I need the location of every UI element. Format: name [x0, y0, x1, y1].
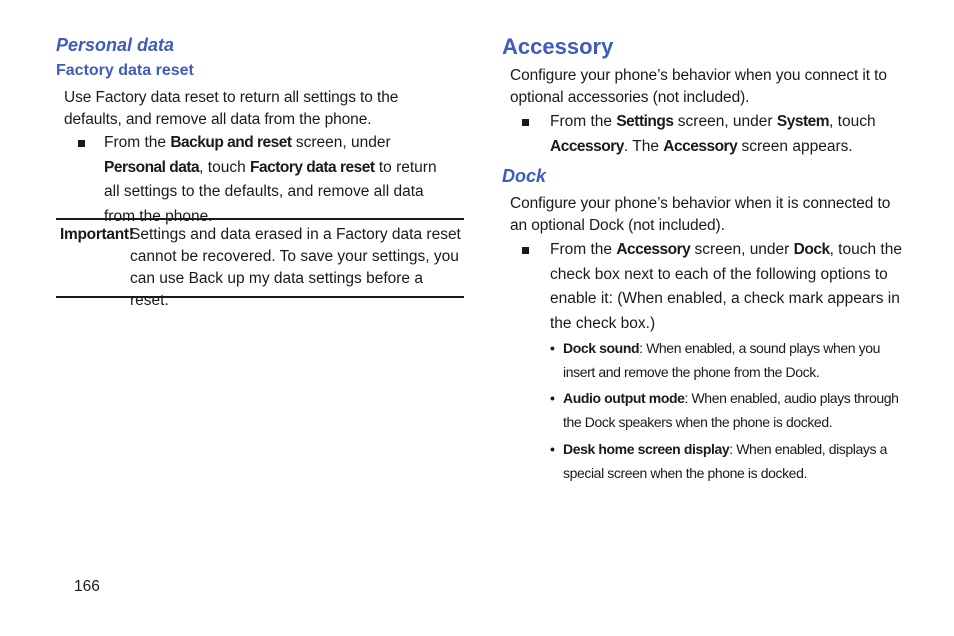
- factory-reset-bullet: [104, 131, 456, 229]
- option-name: Audio output mode: [563, 390, 685, 406]
- square-bullet-icon: [522, 119, 529, 126]
- bullet-text: to return all settings to the defaults, and remove all data from the phone.: [104, 158, 437, 225]
- bullet-text: , touch the check box next to each of the following options to enable it: (When enabled, a check mark appears in the check box.): [550, 241, 902, 332]
- important-top-rule: [56, 218, 464, 220]
- bullet-bold-backup-and-reset: Backup and reset: [170, 134, 292, 151]
- option-dock-sound: [550, 336, 911, 384]
- bullet-text: screen appears.: [737, 137, 853, 155]
- important-label: Important!: [60, 226, 134, 243]
- option-name: Desk home screen display: [563, 441, 730, 457]
- bullet-text: . The: [623, 137, 664, 155]
- option-desk-home-screen-display: [550, 437, 911, 485]
- factory-reset-intro: Use Factory data reset to return all settings to the defaults, and remove all data from the phone.: [64, 89, 399, 128]
- square-bullet-icon: [78, 140, 85, 147]
- important-bottom-rule: [56, 296, 464, 298]
- bullet-bold-settings: Settings: [616, 113, 674, 130]
- bullet-text: From the: [104, 134, 171, 151]
- bullet-bold-accessory: Accessory: [550, 137, 624, 155]
- bullet-text: From the: [550, 113, 617, 130]
- bullet-bold-personal-data: Personal data: [104, 158, 200, 176]
- bullet-text: , touch: [199, 158, 250, 176]
- option-description: : When enabled, displays a special screen when the phone is docked.: [563, 441, 887, 481]
- option-name: Dock sound: [563, 340, 640, 356]
- bullet-bold-factory-data-reset: Factory data reset: [250, 158, 375, 176]
- round-bullet-icon: •: [550, 390, 555, 406]
- square-bullet-icon: [522, 247, 529, 254]
- bullet-text: screen, under: [690, 241, 794, 258]
- page-number: 166: [74, 578, 100, 595]
- important-text: Settings and data erased in a Factory data reset cannot be recovered. To save your settings, you can use Back up my data settings before a reset.: [130, 226, 461, 309]
- option-description: : When enabled, a sound plays when you insert and remove the phone from the Dock.: [563, 340, 880, 380]
- accessory-intro: Configure your phone’s behavior when you connect it to optional accessories (not included).: [510, 67, 887, 106]
- bullet-text: screen, under: [291, 134, 391, 151]
- round-bullet-icon: •: [550, 340, 555, 356]
- bullet-bold-accessory: Accessory: [616, 241, 691, 258]
- section-title-dock: Dock: [502, 166, 547, 186]
- accessory-bullet: [550, 110, 910, 159]
- bullet-bold-accessory: Accessory: [663, 137, 738, 155]
- option-description: : When enabled, audio plays through the Dock speakers when the phone is docked.: [563, 390, 899, 430]
- bullet-text: From the: [550, 241, 617, 258]
- bullet-bold-system: System: [776, 113, 830, 130]
- dock-bullet: [550, 238, 912, 336]
- option-audio-output-mode: [550, 386, 911, 434]
- bullet-bold-dock: Dock: [793, 241, 830, 258]
- subsection-title-factory-data-reset: Factory data reset: [56, 62, 194, 79]
- dock-intro: Configure your phone’s behavior when it is connected to an optional Dock (not included).: [510, 195, 891, 234]
- round-bullet-icon: •: [550, 441, 555, 457]
- bullet-text: screen, under: [673, 113, 777, 130]
- bullet-text: , touch: [829, 113, 876, 130]
- section-title-personal-data: Personal data: [56, 35, 175, 55]
- page-title-accessory: Accessory: [502, 34, 614, 59]
